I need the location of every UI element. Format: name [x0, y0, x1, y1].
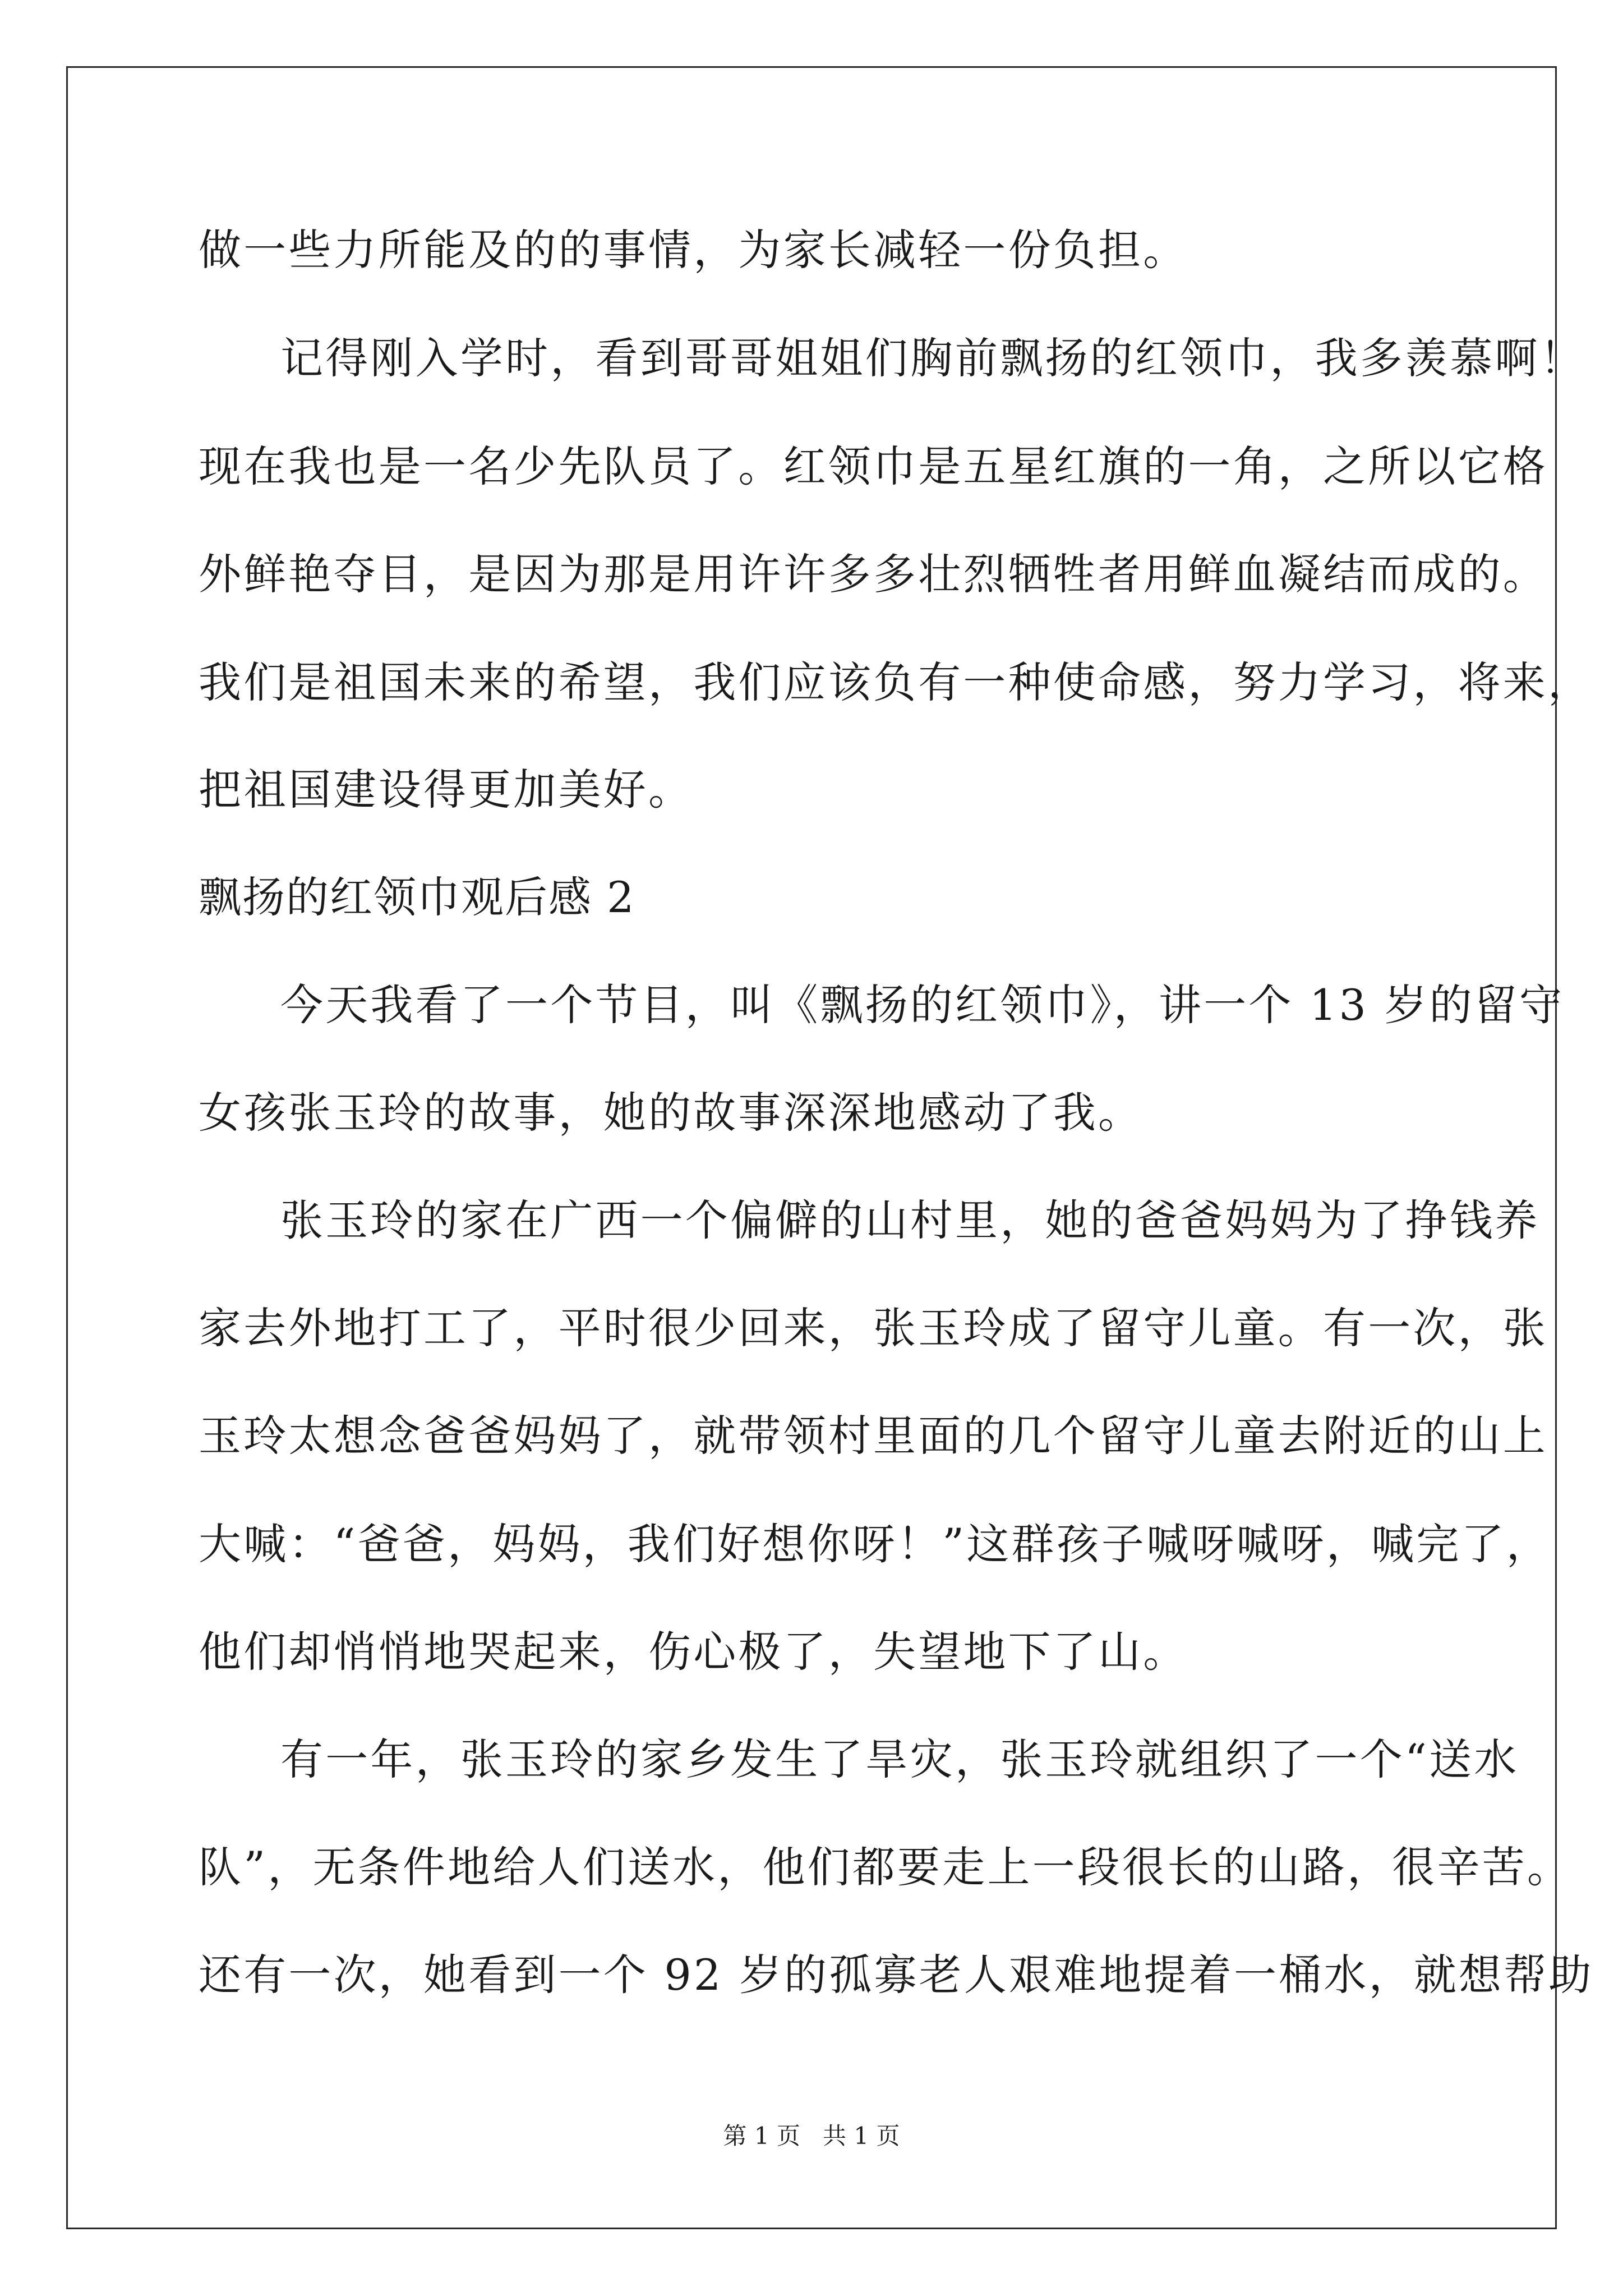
paragraph-line: 张玉玲的家在广西一个偏僻的山村里，她的爸爸妈妈为了挣钱养	[280, 1195, 1540, 1245]
body-line: 我们是祖国未来的希望，我们应该负有一种使命感，努力学习，将来，	[199, 657, 1593, 707]
paragraph-line: 有一年，张玉玲的家乡发生了旱灾，张玉玲就组织了一个“送水	[280, 1734, 1519, 1784]
paragraph-line: 记得刚入学时，看到哥哥姐姐们胸前飘扬的红领巾，我多羡慕啊！	[280, 333, 1585, 383]
section-heading: 飘扬的红领巾观后感 2	[199, 872, 635, 922]
body-line: 把祖国建设得更加美好。	[199, 765, 694, 815]
body-line: 还有一次，她看到一个 92 岁的孤寡老人艰难地提着一桶水，就想帮助	[199, 1950, 1594, 2000]
page-border	[66, 66, 1557, 2229]
body-line: 做一些力所能及的的事情，为家长减轻一份负担。	[199, 225, 1188, 275]
page-footer: 第 1 页 共 1 页	[723, 2122, 900, 2150]
body-line: 现在我也是一名少先队员了。红领巾是五星红旗的一角，之所以它格	[199, 441, 1548, 491]
paragraph-line: 今天我看了一个节目，叫《飘扬的红领巾》，讲一个 13 岁的留守	[280, 980, 1565, 1030]
body-line: 他们却悄悄地哭起来，伤心极了，失望地下了山。	[199, 1627, 1188, 1677]
body-line: 外鲜艳夺目，是因为那是用许许多多壮烈牺牲者用鲜血凝结而成的。	[199, 549, 1548, 599]
body-line: 女孩张玉玲的故事，她的故事深深地感动了我。	[199, 1088, 1144, 1138]
body-line: 队”，无条件地给人们送水，他们都要走上一段很长的山路，很辛苦。	[199, 1842, 1573, 1892]
body-line: 大喊：“爸爸，妈妈，我们好想你呀！”这群孩子喊呀喊呀，喊完了，	[199, 1519, 1551, 1569]
body-line: 家去外地打工了，平时很少回来，张玉玲成了留守儿童。有一次，张	[199, 1303, 1548, 1353]
body-line: 玉玲太想念爸爸妈妈了，就带领村里面的几个留守儿童去附近的山上	[199, 1411, 1548, 1461]
